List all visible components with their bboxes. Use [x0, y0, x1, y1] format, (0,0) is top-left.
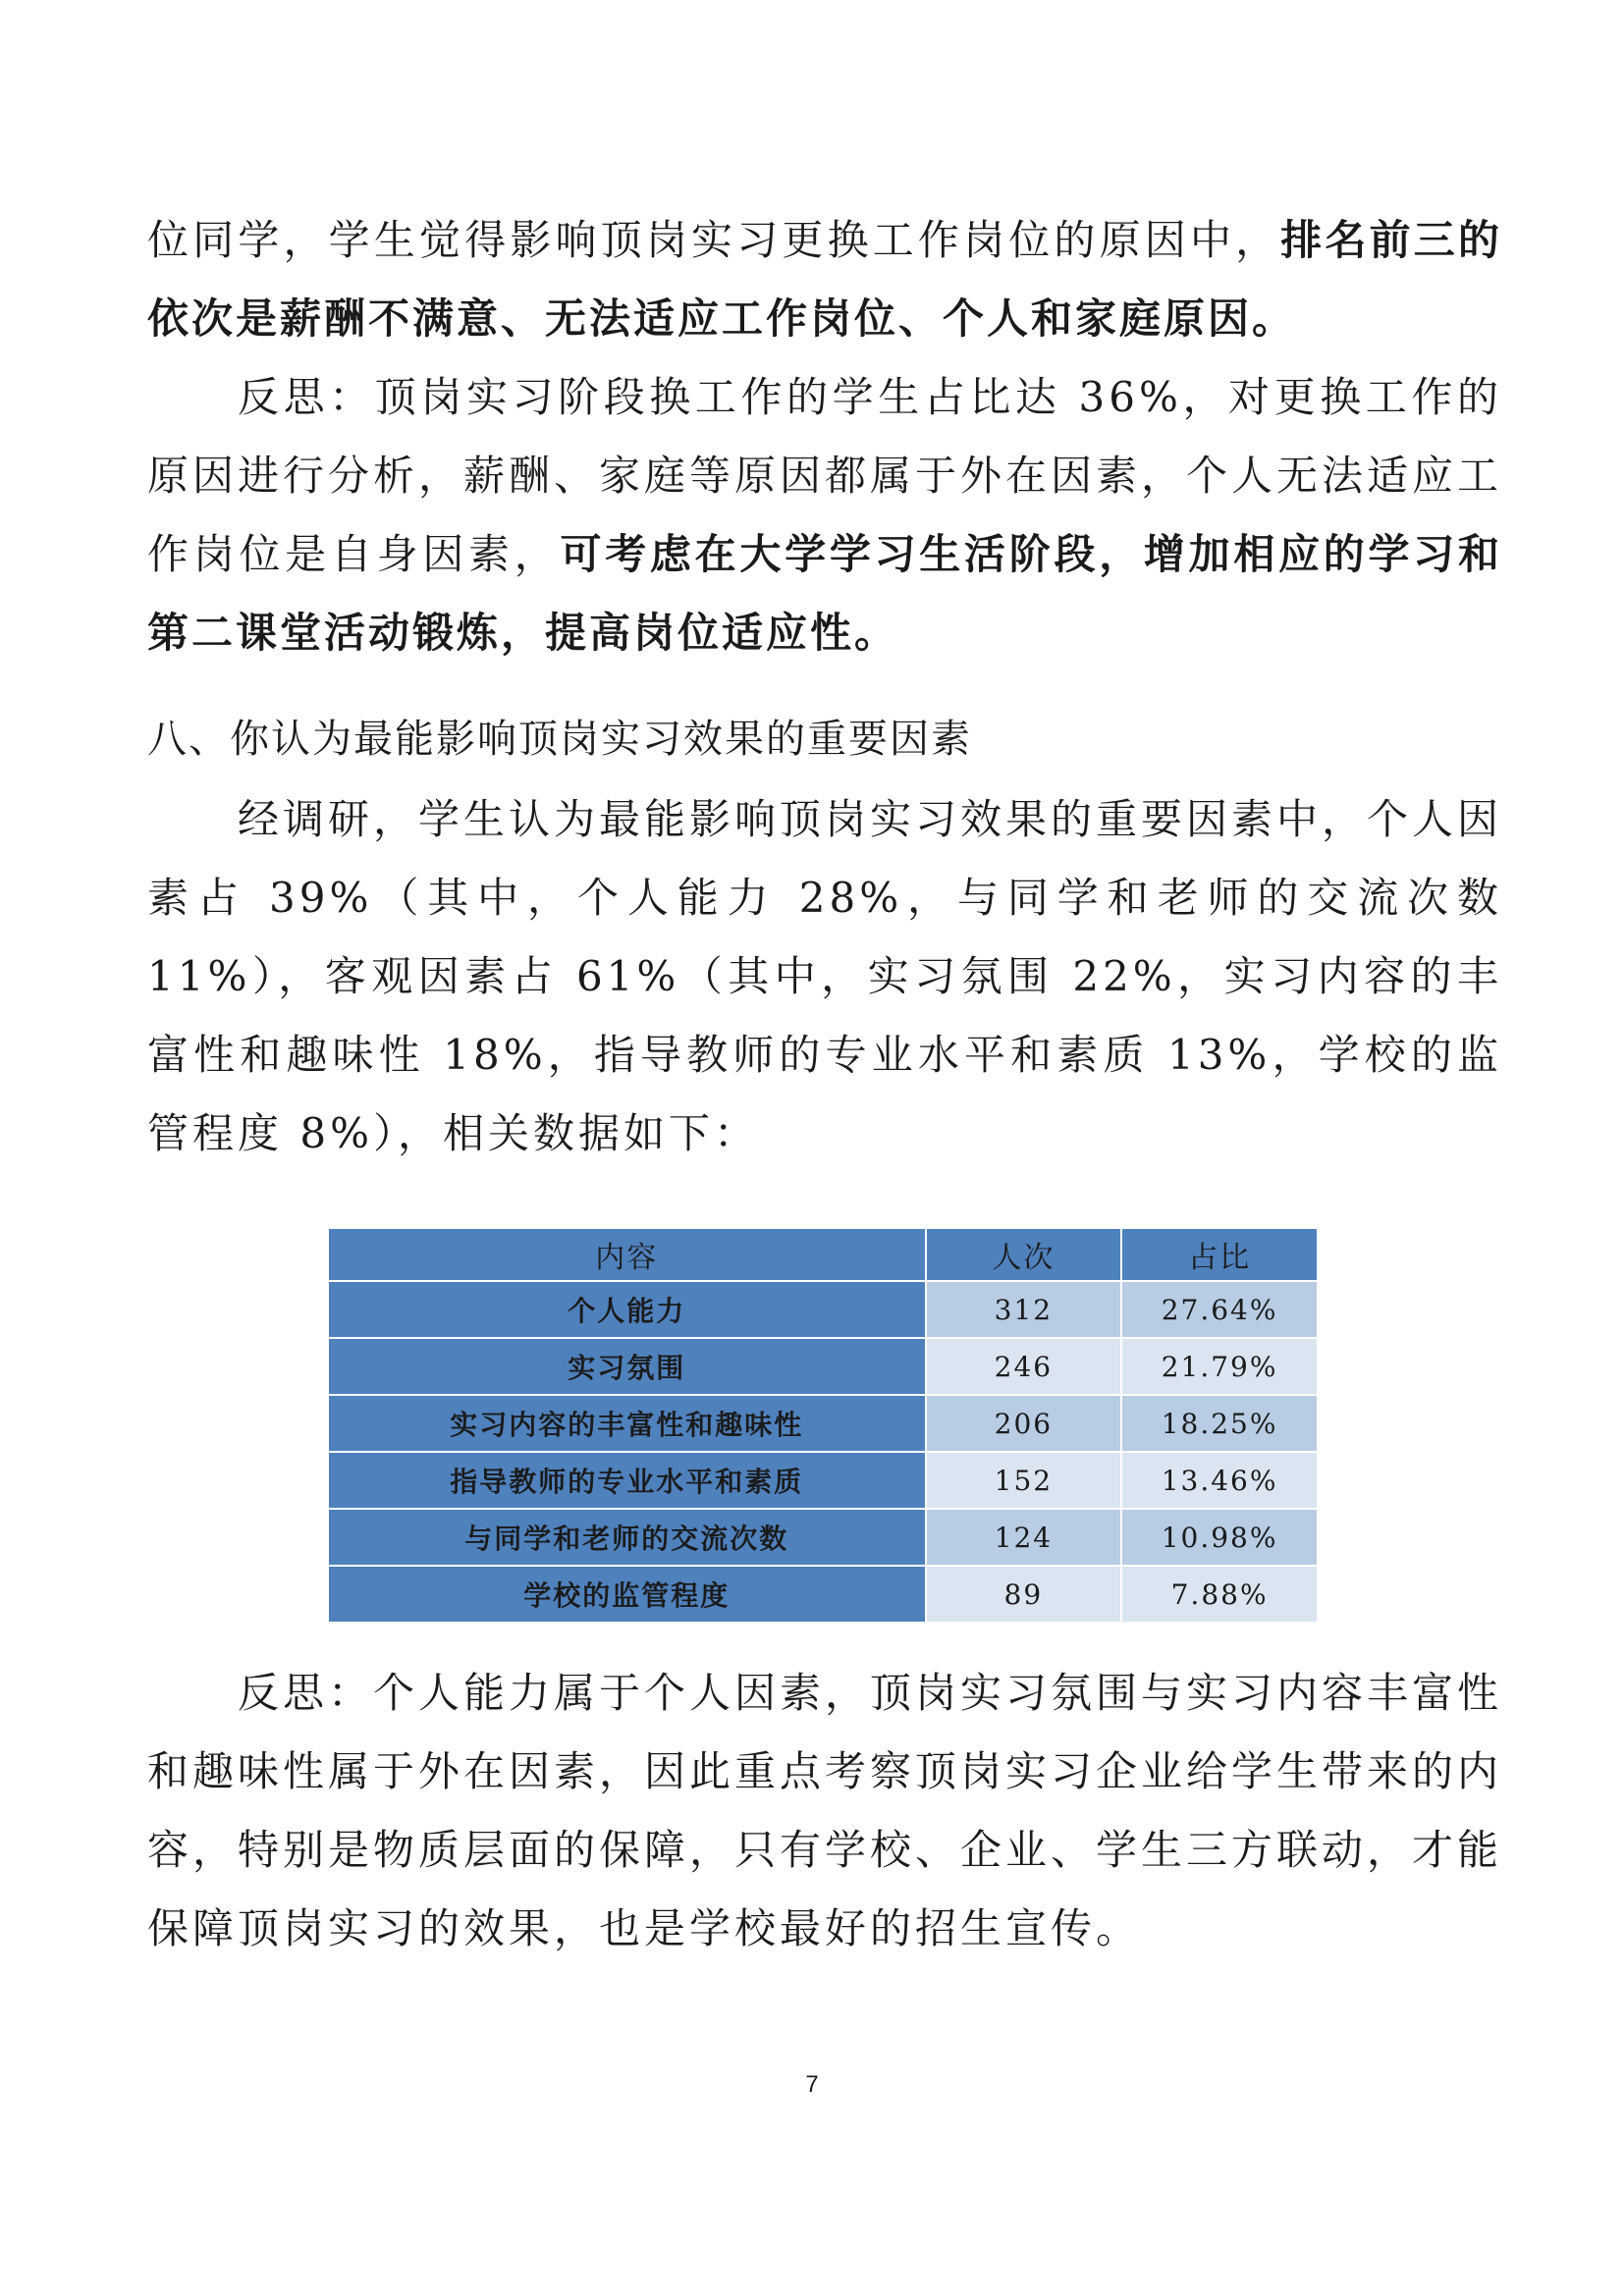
- table-row: [328, 1338, 1318, 1395]
- column-header-ratio: 占比: [1121, 1228, 1318, 1281]
- cell-ratio: 18.25%: [1121, 1395, 1318, 1452]
- cell-ratio: 21.79%: [1121, 1338, 1318, 1395]
- cell-content: 实习内容的丰富性和趣味性: [328, 1395, 926, 1452]
- cell-count: 312: [926, 1281, 1122, 1338]
- paragraph-3: 经调研，学生认为最能影响顶岗实习效果的重要因素中，个人因素占 39%（其中，个人能力 28%，与同学和老师的交流次数 11%），客观因素占 61%（其中，实习氛围 22%，实习内容的丰富性和趣味性 18%，指导教师的专业水平和素质 13%，学校的监管程度 8%），相关数据如下：: [147, 795, 1503, 1157]
- table-header-row: [328, 1228, 1318, 1281]
- cell-ratio: 7.88%: [1121, 1566, 1318, 1623]
- column-header-content: 内容: [328, 1228, 926, 1281]
- column-header-count: 人次: [926, 1228, 1122, 1281]
- cell-content: 学校的监管程度: [328, 1566, 926, 1623]
- cell-count: 89: [926, 1566, 1122, 1623]
- cell-count: 124: [926, 1509, 1122, 1566]
- cell-count: 152: [926, 1452, 1122, 1509]
- cell-content: 个人能力: [328, 1281, 926, 1338]
- cell-content: 与同学和老师的交流次数: [328, 1509, 926, 1566]
- cell-ratio: 27.64%: [1121, 1281, 1318, 1338]
- table-row: [328, 1566, 1318, 1623]
- table-row: [328, 1509, 1318, 1566]
- table-row: [328, 1452, 1318, 1509]
- paragraph-2: [147, 358, 1502, 672]
- table-row: [328, 1395, 1318, 1452]
- paragraph-2-bold-text: 可考虑在大学学习生活阶段，增加相应的学习和第二课堂活动锻炼，提高岗位适应性。: [147, 530, 1502, 657]
- data-table: [327, 1227, 1319, 1624]
- cell-ratio: 13.46%: [1121, 1452, 1318, 1509]
- cell-ratio: 10.98%: [1121, 1509, 1318, 1566]
- cell-count: 246: [926, 1338, 1122, 1395]
- paragraph-1: [147, 201, 1502, 358]
- section-heading: 八、你认为最能影响顶岗实习效果的重要因素: [147, 717, 972, 762]
- paragraph-2-text: 反思：顶岗实习阶段换工作的学生占比达 36%，对更换工作的原因进行分析，薪酬、家庭等原因都属于外在因素，个人无法适应工作岗位是自身因素，: [147, 373, 1503, 578]
- cell-content: 指导教师的专业水平和素质: [328, 1452, 926, 1509]
- paragraph-1-text: 位同学，学生觉得影响顶岗实习更换工作岗位的原因中，: [147, 216, 1281, 264]
- page-number: 7: [805, 2071, 819, 2098]
- cell-count: 206: [926, 1395, 1122, 1452]
- paragraph-4: 反思：个人能力属于个人因素，顶岗实习氛围与实习内容丰富性和趣味性属于外在因素，因此重点考察顶岗实习企业给学生带来的内容，特别是物质层面的保障，只有学校、企业、学生三方联动，才能保障顶岗实习的效果，也是学校最好的招生宣传。: [147, 1669, 1503, 1952]
- table-row: [328, 1281, 1318, 1338]
- cell-content: 实习氛围: [328, 1338, 926, 1395]
- paragraph-1-bold-text: 排名前三的依次是薪酬不满意、无法适应工作岗位、个人和家庭原因。: [147, 216, 1502, 343]
